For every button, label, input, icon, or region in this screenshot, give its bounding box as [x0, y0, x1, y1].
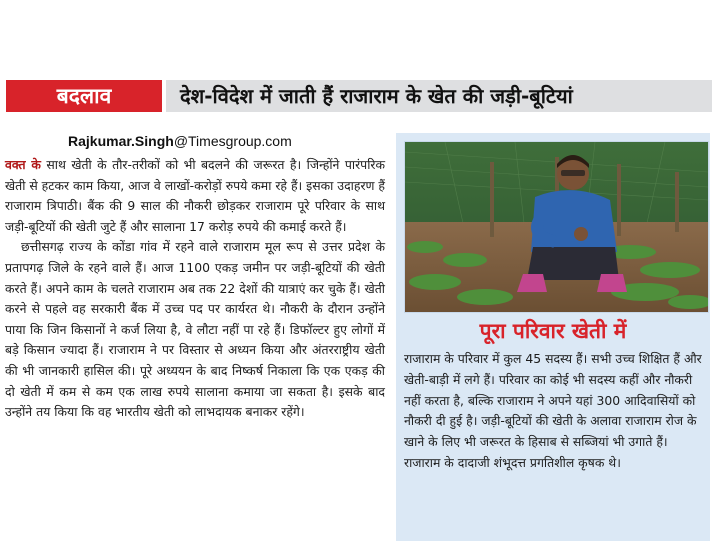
sidebar-box — [396, 133, 710, 541]
byline-domain: @Timesgroup.com — [173, 133, 292, 149]
headline-bar — [166, 80, 712, 112]
farmer-photo — [404, 141, 709, 313]
sidebar-paragraph: राजाराम के परिवार में कुल 45 सदस्य हैं। सभी उच्च शिक्षित हैं और खेती-बाड़ी में लगे हैं। परिवार का कोई भी सदस्य कहीं और नौकरी नहीं करता है, बल्कि राजाराम ने अपने यहां 300 आदिवासियों को नौकरी दी हुई है। जड़ी-बूटियों की खेती के अलावा राजाराम रोज के खाने के लिए भी जरूरत के हिसाब से सब्जियां भी उगाते हैं। राजाराम के दादाजी शंभूदत्त प्रगतिशील कृषक थे। — [404, 351, 702, 470]
lead-word: वक्त के — [5, 157, 41, 172]
headline: देश-विदेश में जाती हैं राजाराम के खेत की जड़ी-बूटियां — [180, 84, 573, 108]
section-tag: बदलाव — [6, 80, 162, 112]
article-body — [5, 155, 385, 423]
paragraph-1-text: साथ खेती के तौर-तरीकों को भी बदलने की जरूरत है। जिन्होंने पारंपरिक खेती से हटकर काम किया, आज वे लाखों-करोड़ों रुपये कमा रहे हैं। इसका उदाहरण हैं राजाराम त्रिपाठी। बैंक की 9 साल की नौकरी छोड़कर राजाराम पूरे परिवार के साथ जड़ी-बूटियों की खेती जुटे हैं और सालाना 17 करोड़ रुपये की कमाई करते हैं। — [5, 157, 385, 234]
byline-name: Rajkumar.Singh — [68, 133, 174, 149]
byline — [68, 133, 292, 149]
sidebar-title: पूरा परिवार खेती में — [479, 319, 627, 343]
article-paragraph-1 — [5, 155, 385, 237]
sidebar-body — [404, 349, 702, 474]
article-paragraph-2: छत्तीसगढ़ राज्य के कोंडा गांव में रहने वाले राजाराम मूल रूप से उत्तर प्रदेश के प्रतापगढ़ जिले के रहने वाले हैं। आज 1100 एकड़ जमीन पर जड़ी-बूटियों की खेती करते हैं। अपने काम के चलते राजाराम अब तक 22 देशों की यात्राएं कर चुके हैं। खेती करने से पहले वह सरकारी बैंक में उच्च पद पर कार्यरत थे। नौकरी के दौरान उन्होंने पाया कि जिन किसानों ने कर्ज लिया है, वे लौटा नहीं पा रहे हैं। डिफॉल्टर हुए लोगों में बड़े किसान ज्यादा हैं। राजाराम ने पर विस्तार से अध्यन किया और अंतरराष्ट्रीय खेती की भी जानकारी हासिल की। पूरे अध्ययन के बाद निष्कर्ष निकाला कि एक एकड़ की दो खेती में कम से कम एक लाख रुपये सालाना कमाया जा सकता है। इसके बाद उन्होंने तय किया कि वह भारतीय खेती को लाभदायक बनाकर रहेंगे। — [5, 239, 385, 420]
farmer-photo-illustration — [405, 142, 708, 312]
